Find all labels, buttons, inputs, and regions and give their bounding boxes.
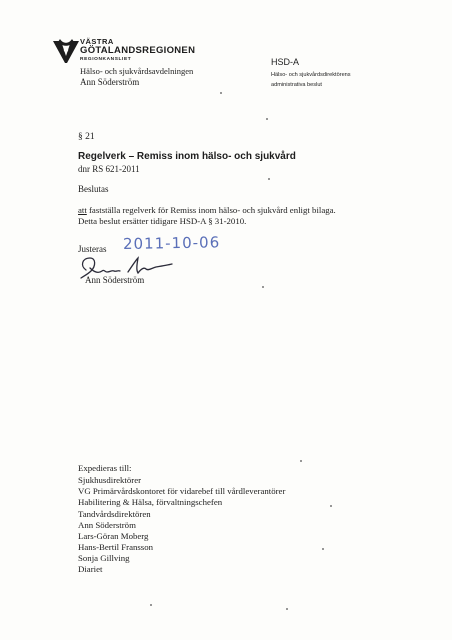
list-item: Diariet: [78, 564, 103, 574]
decision-att: att: [78, 205, 87, 215]
vgr-logo-icon: [52, 38, 80, 64]
document-title: Regelverk – Remiss inom hälso- och sjukvård: [78, 151, 296, 162]
handwritten-date: 2011-10-06: [122, 233, 221, 253]
scan-speck: [268, 178, 270, 180]
org-name-line3: REGIONKANSLIET: [80, 57, 132, 62]
decision-line-1: [78, 205, 336, 215]
list-item: Lars-Göran Moberg: [78, 531, 149, 541]
scan-speck: [330, 505, 332, 507]
decision-line-2: Detta beslut ersätter tidigare HSD-A § 31-2010.: [78, 216, 247, 226]
doc-description-line2: administrativa beslut: [271, 82, 322, 88]
justeras-label: Justeras: [78, 244, 107, 254]
doc-description-line1: Hälso- och sjukvårdsdirektörens: [271, 72, 351, 78]
scan-speck: [322, 548, 324, 550]
department-name: Hälso- och sjukvårdsavdelningen: [80, 66, 194, 76]
decision-line-1-text: fastställa regelverk för Remiss inom hälso- och sjukvård enligt bilaga.: [86, 205, 336, 215]
scan-speck: [300, 460, 302, 462]
registration-number: dnr RS 621-2011: [78, 164, 140, 174]
list-item: Hans-Bertil Fransson: [78, 542, 154, 552]
list-item: Tandvårdsdirektören: [78, 509, 151, 519]
paragraph-number: § 21: [78, 132, 95, 142]
scan-speck: [286, 608, 288, 610]
doc-code: HSD-A: [271, 57, 300, 67]
list-item: Sjukhusdirektörer: [78, 475, 142, 485]
signer-name: Ann Söderström: [85, 275, 145, 285]
list-item: VG Primärvårdskontoret för vidarebef till vårdleverantörer: [78, 486, 286, 496]
scan-speck: [266, 118, 268, 120]
decision-heading: Beslutas: [78, 184, 109, 194]
org-name-line1: VÄSTRA: [80, 37, 114, 46]
distribution-heading: Expedieras till:: [78, 463, 132, 473]
header-person: Ann Söderström: [80, 77, 140, 87]
list-item: Ann Söderström: [78, 520, 136, 530]
list-item: Habilitering & Hälsa, förvaltningschefen: [78, 497, 223, 507]
scan-speck: [220, 92, 222, 94]
scan-speck: [150, 604, 152, 606]
scan-speck: [262, 286, 264, 288]
org-name-line2: GÖTALANDSREGIONEN: [80, 45, 196, 56]
list-item: Sonja Gillving: [78, 553, 130, 563]
